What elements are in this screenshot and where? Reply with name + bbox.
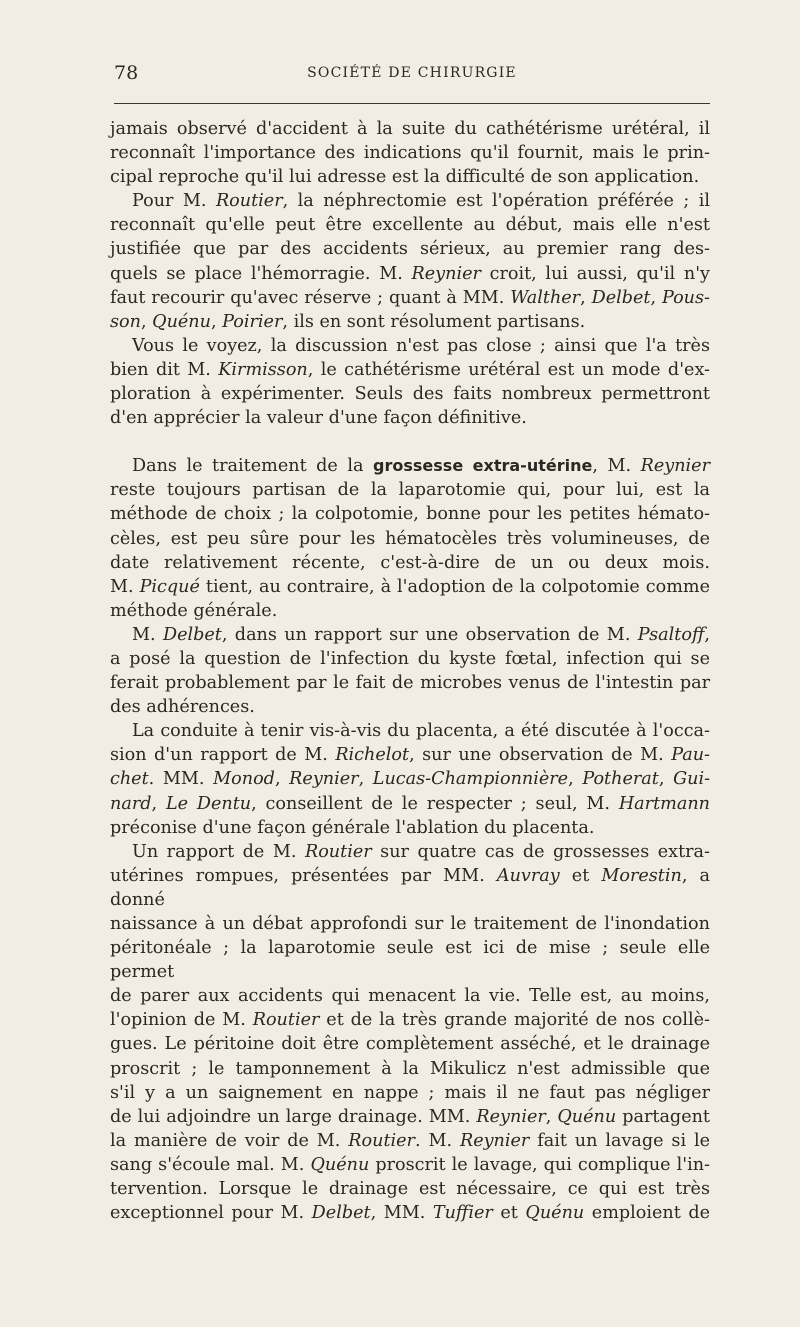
text-line: préconise d'une façon générale l'ablation du placenta.: [110, 817, 595, 838]
body-text: [110, 117, 710, 1225]
text-line: d'en apprécier la valeur d'une façon définitive.: [110, 408, 527, 429]
text-line: bien dit M. Kirmisson, le cathétérisme urétéral est un mode d'ex-: [110, 359, 710, 380]
text-line: ploration à expérimenter. Seuls des faits nombreux permettront: [110, 384, 710, 405]
author-name: Morestin: [601, 865, 682, 886]
author-name: Reynier: [411, 263, 481, 284]
author-name: Hartmann: [618, 793, 710, 814]
author-name: son: [110, 311, 141, 332]
text-line: quels se place l'hémorragie. M. Reynier croit, lui aussi, qu'il n'y: [110, 263, 710, 284]
author-name: nard: [110, 793, 152, 814]
author-name: Auvray: [496, 865, 560, 886]
text-line: justifiée que par des accidents sérieux, au premier rang des-: [110, 239, 710, 260]
text-line: a posé la question de l'infection du kyste fœtal, infection qui se: [110, 648, 710, 669]
text-line: faut recourir qu'avec réserve ; quant à MM. Walther, Delbet, Pous-: [110, 287, 710, 308]
text-line: reste toujours partisan de la laparotomie qui, pour lui, est la: [110, 480, 710, 501]
page-header: [114, 62, 710, 90]
author-name: Picqué: [139, 576, 200, 597]
author-name: Routier: [215, 191, 283, 212]
page-number: 78: [114, 62, 139, 84]
text-line: sion d'un rapport de M. Richelot, sur une observation de M. Pau-: [110, 745, 710, 766]
text-line: exceptionnel pour M. Delbet, MM. Tuffier et Quénu emploient de: [110, 1203, 711, 1224]
text-line: cipal reproche qu'il lui adresse est la difficulté de son application.: [110, 167, 700, 188]
author-name: Routier: [252, 1010, 320, 1031]
text-line: Dans le traitement de la grossesse extra-utérine, M. Reynier: [132, 456, 711, 477]
text-line: reconnaît l'importance des indications qu'il fournit, mais le prin-: [110, 143, 710, 164]
author-name: Psaltoff: [637, 624, 705, 645]
topic-heading: grossesse extra-utérine: [373, 456, 593, 476]
text-line: des adhérences.: [110, 697, 255, 718]
text-line: Un rapport de M. Routier sur quatre cas de grossesses extra-: [132, 841, 710, 862]
text-line: Pour M. Routier, la néphrectomie est l'opération préférée ; il: [132, 191, 710, 212]
author-name: Quénu: [525, 1203, 585, 1224]
author-name: Reynier: [476, 1106, 546, 1127]
text-line: méthode générale.: [110, 600, 278, 621]
text-line: méthode de choix ; la colpotomie, bonne pour les petites hémato-: [110, 504, 710, 525]
text-line: proscrit ; le tamponnement à la Mikulicz n'est admissible que: [110, 1058, 710, 1079]
author-name: Gui-: [673, 769, 711, 790]
author-name: Delbet: [162, 624, 222, 645]
text-line: naissance à un débat approfondi sur le traitement de l'inondation: [110, 914, 710, 934]
header-rule: [114, 103, 710, 104]
author-name: Delbet: [311, 1203, 371, 1224]
author-name: Walther: [510, 287, 581, 308]
author-name: Reynier: [289, 769, 359, 790]
author-name: Tuffier: [432, 1203, 493, 1224]
author-name: Le Dentu: [165, 793, 252, 814]
text-line: gues. Le péritoine doit être complètement asséché, et le drainage: [110, 1034, 710, 1055]
text-line: chet. MM. Monod, Reynier, Lucas-Championnière, Potherat, Gui-: [110, 769, 711, 790]
running-title: SOCIÉTÉ DE CHIRURGIE: [307, 65, 517, 81]
text-line: son, Quénu, Poirier, ils en sont résolument partisans.: [110, 311, 586, 332]
author-name: Routier: [304, 841, 372, 862]
text-line: péritonéale ; la laparotomie seule est ici de mise ; seule elle permet: [110, 938, 710, 983]
text-line: nard, Le Dentu, conseillent de le respecter ; seul, M. Hartmann: [110, 793, 710, 814]
text-line: jamais observé d'accident à la suite du cathétérisme urétéral, il: [110, 119, 710, 139]
text-line: La conduite à tenir vis-à-vis du placenta, a été discutée à l'occa-: [132, 721, 710, 742]
author-name: Quénu: [310, 1154, 370, 1175]
text-line: utérines rompues, présentées par MM. Auvray et Morestin, a donné: [110, 865, 710, 910]
text-line: s'il y a un saignement en nappe ; mais il ne faut pas négliger: [110, 1082, 710, 1103]
author-name: Quénu: [152, 311, 211, 332]
author-name: Reynier: [459, 1130, 530, 1151]
text-line: sang s'écoule mal. M. Quénu proscrit le lavage, qui complique l'in-: [110, 1154, 710, 1175]
text-line: ferait probablement par le fait de microbes venus de l'intestin par: [110, 673, 710, 694]
author-name: Pous-: [661, 287, 710, 308]
author-name: Routier: [348, 1130, 415, 1151]
author-name: Richelot: [335, 745, 410, 766]
author-name: Monod: [213, 769, 275, 790]
author-name: Lucas-Championnière: [372, 769, 569, 790]
author-name: Quénu: [557, 1106, 617, 1127]
author-name: Kirmisson: [218, 359, 308, 380]
text-line: Vous le voyez, la discussion n'est pas close ; ainsi que l'a très: [132, 335, 710, 356]
text-line: la manière de voir de M. Routier. M. Reynier fait un lavage si le: [110, 1130, 711, 1151]
text-line: M. Delbet, dans un rapport sur une observation de M. Psaltoff,: [132, 624, 711, 645]
text-line: de lui adjoindre un large drainage. MM. Reynier, Quénu partagent: [110, 1106, 711, 1127]
author-name: Delbet: [591, 287, 651, 308]
author-name: Reynier: [640, 456, 711, 477]
author-name: Potherat: [582, 769, 659, 790]
text-line: de parer aux accidents qui menacent la vie. Telle est, au moins,: [110, 986, 710, 1007]
text-line: tervention. Lorsque le drainage est nécessaire, ce qui est très: [110, 1179, 710, 1200]
text-line: l'opinion de M. Routier et de la très grande majorité de nos collè-: [110, 1010, 710, 1031]
text-line: date relativement récente, c'est-à-dire de un ou deux mois.: [110, 552, 710, 573]
author-name: chet: [110, 769, 149, 790]
text-line: M. Picqué tient, au contraire, à l'adoption de la colpotomie comme: [110, 576, 710, 597]
text-line: reconnaît qu'elle peut être excellente au début, mais elle n'est: [110, 215, 710, 236]
text-line: cèles, est peu sûre pour les hématocèles très volumineuses, de: [110, 528, 710, 549]
author-name: Poirier: [222, 311, 283, 332]
author-name: Pau-: [671, 745, 710, 766]
